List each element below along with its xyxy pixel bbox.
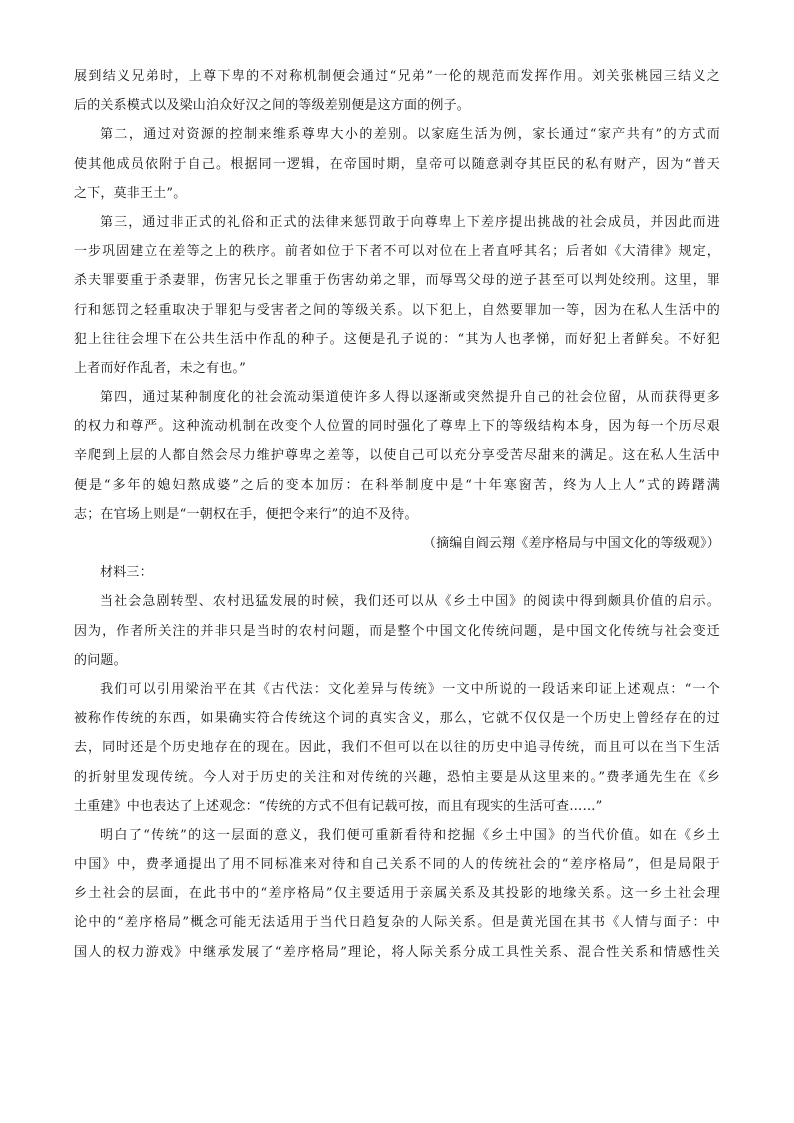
text-line: 之下，莫非王土”。 (74, 185, 187, 201)
text-line: 上者而好作乱者，未之有也。” (74, 360, 246, 376)
text-line: 便是“多年的媳妇熬成婆”之后的变本加厉：在科举制度中是“十年寒窗苦，终为人上人”式的踌躇满 (74, 477, 720, 493)
source-citation: （摘编自阎云翔《差序格局与中国文化的等级观》） (422, 536, 720, 551)
text-line: 展到结义兄弟时，上尊下卑的不对称机制便会通过“兄弟”一伦的规范而发挥作用。刘关张桃园三结义之 (74, 69, 720, 84)
text-line: 乡土社会的层面，在此书中的“差序格局”仅主要适用于亲属关系及其投影的地缘关系。这一乡土社会理 (74, 886, 720, 902)
text-line: 因为，作者所关注的并非只是当时的农村问题，而是整个中国文化传统问题，是中国文化传统与社会变迁 (74, 623, 720, 639)
text-line: 的权力和尊严。这种流动机制在改变个人位置的同时强化了尊卑上下的等级结构本身，因为每一个历尽艰 (74, 419, 720, 435)
text-line: 第四，通过某种制度化的社会流动渠道使许多人得以逐渐或突然提升自己的社会位留，从而获得更多 (100, 390, 720, 406)
text-line: 的折射里发现传统。今人对于历史的关注和对传统的兴趣，恐怕主要是从这里来的。”费孝通先生在《乡 (74, 769, 720, 785)
text-line: 志；在官场上则是“一朝权在手，便把令来行”的迫不及待。 (74, 506, 418, 522)
text-line: 明白了“传统”的这一层面的意义，我们便可重新看待和挖掘《乡土中国》的当代价值。如在《乡土 (100, 827, 720, 843)
text-line: 杀夫罪要重于杀妻罪，伤害兄长之罪重于伤害幼弟之罪，而辱骂父母的逆子甚至可以判处绞刑。这里，罪 (74, 273, 720, 289)
text-line: 行和惩罚之轻重取决于罪犯与受害者之间的等级关系。以下犯上，自然要罪加一等，因为在私人生活中的 (74, 302, 720, 318)
text-line: 的问题。 (74, 652, 127, 668)
text-line: 第二，通过对资源的控制来维系尊卑大小的差别。以家庭生活为例，家长通过“家产共有”的方式而 (100, 127, 720, 143)
text-line: 辛爬到上层的人都自然会尽力维护尊卑之差等，以使自己可以充分享受苦尽甜来的满足。这在私人生活中 (74, 448, 720, 464)
text-line: 使其他成员依附于自己。根据同一逻辑，在帝国时期，皇帝可以随意剥夺其臣民的私有财产，因为“普天 (74, 156, 720, 172)
text-line: 犯上往往会埋下在公共生活中作乱的种子。这便是孔子说的：“其为人也孝悌，而好犯上者鲜矣。不好犯 (74, 331, 720, 347)
text-line: 去，同时还是个历史地存在的现在。因此，我们不但可以在以往的历史中追寻传统，而且可以在当下生活 (74, 740, 720, 756)
text-line: 材料三： (100, 565, 153, 581)
document-page (74, 62, 720, 967)
text-line: 第三，通过非正式的礼俗和正式的法律来惩罚敢于向尊卑上下差序提出挑战的社会成员，并因此而进 (100, 214, 720, 230)
text-line: 论中的“差序格局”概念可能无法适用于当代日趋复杂的人际关系。但是黄光国在其书《人情与面子：中 (74, 915, 720, 931)
text-line: 中国》中，费孝通提出了用不同标准来对待和自己关系不同的人的传统社会的“差序格局”，但是局限于 (74, 857, 720, 873)
text-line: 我们可以引用梁治平在其《古代法：文化差异与传统》一文中所说的一段话来印证上述观点：“一个 (100, 681, 720, 697)
text-line: 土重建》中也表达了上述观念：“传统的方式不但有记载可按，而且有现实的生活可查……” (74, 798, 603, 814)
text-line: 后的关系模式以及梁山泊众好汉之间的等级差别便是这方面的例子。 (74, 98, 471, 114)
text-line: 国人的权力游戏》中继承发展了“差序格局”理论，将人际关系分成工具性关系、混合性关系和情感性关 (74, 944, 720, 960)
text-line: 被称作传统的东西，如果确实符合传统这个词的真实含义，那么，它就不仅仅是一个历史上曾经存在的过 (74, 711, 720, 727)
text-line: 一步巩固建立在差等之上的秩序。前者如位于下者不可以对位在上者直呼其名；后者如《大清律》规定， (74, 244, 720, 260)
text-line: 当社会急剧转型、农村迅猛发展的时候，我们还可以从《乡土中国》的阅读中得到颇具价值的启示。 (100, 594, 720, 610)
